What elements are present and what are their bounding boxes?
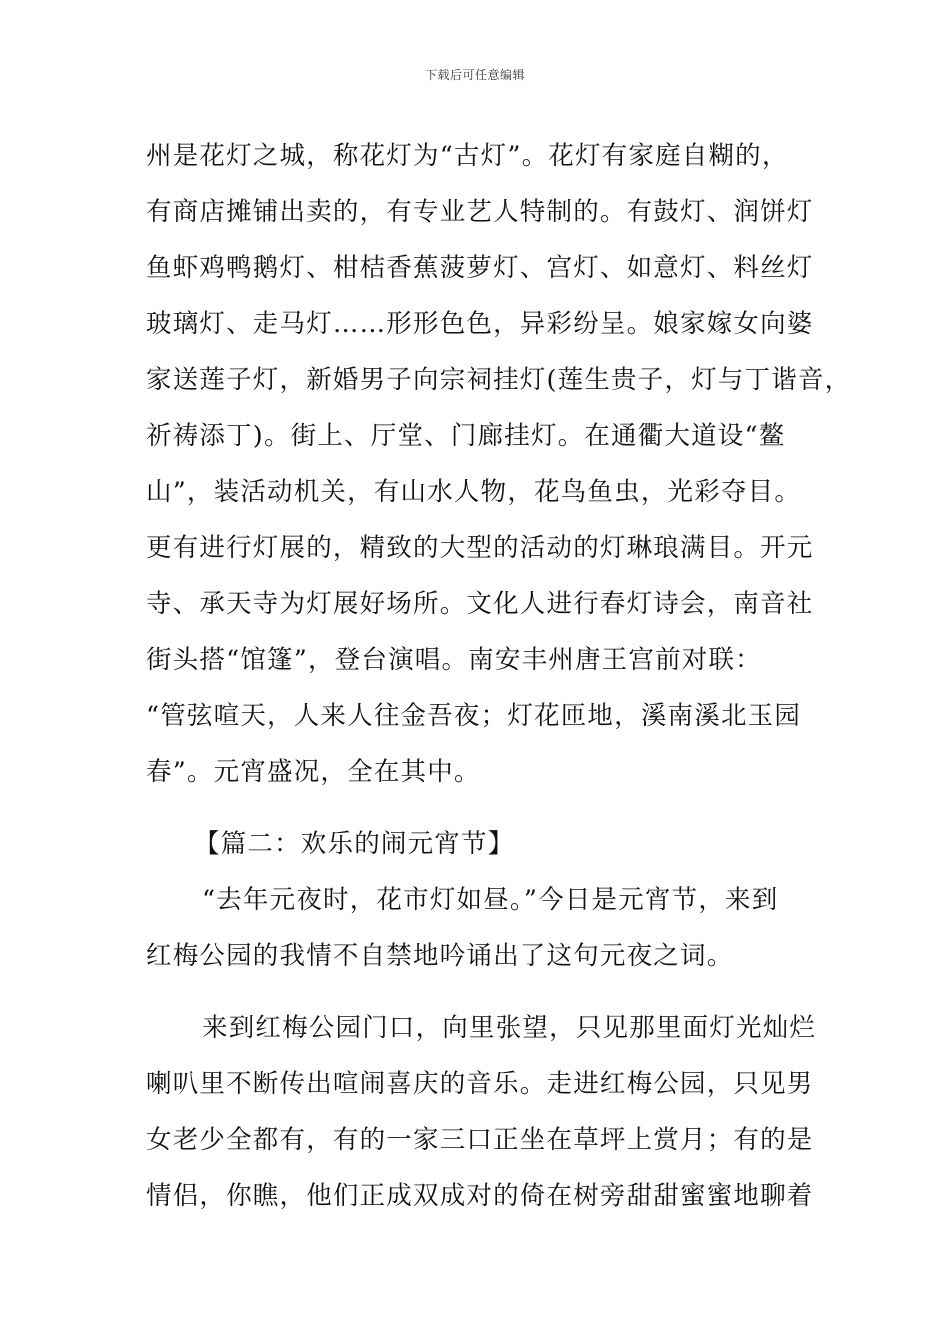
text-line: 街头搭“馆篷”，登台演唱。南安丰州唐王宫前对联：	[146, 645, 762, 675]
text-line: 家送莲子灯，新婚男子向宗祠挂灯(莲生贵子，灯与丁谐音，	[146, 365, 852, 395]
text-line: 喇叭里不断传出喧闹喜庆的音乐。走进红梅公园，只见男	[146, 1069, 814, 1099]
page-header: 下载后可任意编辑	[424, 68, 525, 82]
text-line: 山”，装活动机关，有山水人物，花鸟鱼虫，光彩夺目。	[146, 477, 802, 507]
text-line: 红梅公园的我情不自禁地吟诵出了这句元夜之词。	[146, 941, 734, 971]
text-line: 祈祷添丁)。街上、厅堂、门廊挂灯。在通衢大道设“鳌	[146, 421, 786, 451]
document-body	[146, 128, 852, 1224]
text-line: 玻璃灯、走马灯……形形色色，异彩纷呈。娘家嫁女向婆	[146, 309, 814, 339]
text-line: 女老少全都有，有的一家三口正坐在草坪上赏月；有的是	[146, 1125, 814, 1155]
text-line: 寺、承天寺为灯展好场所。文化人进行春灯诗会，南音社	[146, 589, 814, 619]
paragraph-intro	[146, 872, 836, 984]
text-line: 更有进行灯展的，精致的大型的活动的灯琳琅满目。开元	[146, 533, 814, 563]
text-line: 鱼虾鸡鸭鹅灯、柑桔香蕉菠萝灯、宫灯、如意灯、料丝灯	[146, 253, 814, 283]
section-heading: 【篇二：欢乐的闹元宵节】	[194, 829, 515, 859]
paragraph-park	[146, 1000, 836, 1224]
text-line: “管弦喧天，人来人往金吾夜；灯花匝地，溪南溪北玉园	[146, 701, 802, 731]
text-line: 州是花灯之城，称花灯为“古灯”。花灯有家庭自糊的，	[146, 141, 789, 171]
paragraph-lantern-customs	[146, 128, 852, 800]
text-line: 有商店摊铺出卖的，有专业艺人特制的。有鼓灯、润饼灯	[146, 197, 814, 227]
text-line: “去年元夜时，花市灯如昼。”今日是元宵节，来到	[202, 885, 779, 915]
text-line: 春”。元宵盛况，全在其中。	[146, 757, 481, 787]
text-line: 情侣，你瞧，他们正成双成对的倚在树旁甜甜蜜蜜地聊着	[146, 1181, 814, 1211]
text-line: 来到红梅公园门口，向里张望，只见那里面灯光灿烂	[202, 1013, 817, 1043]
